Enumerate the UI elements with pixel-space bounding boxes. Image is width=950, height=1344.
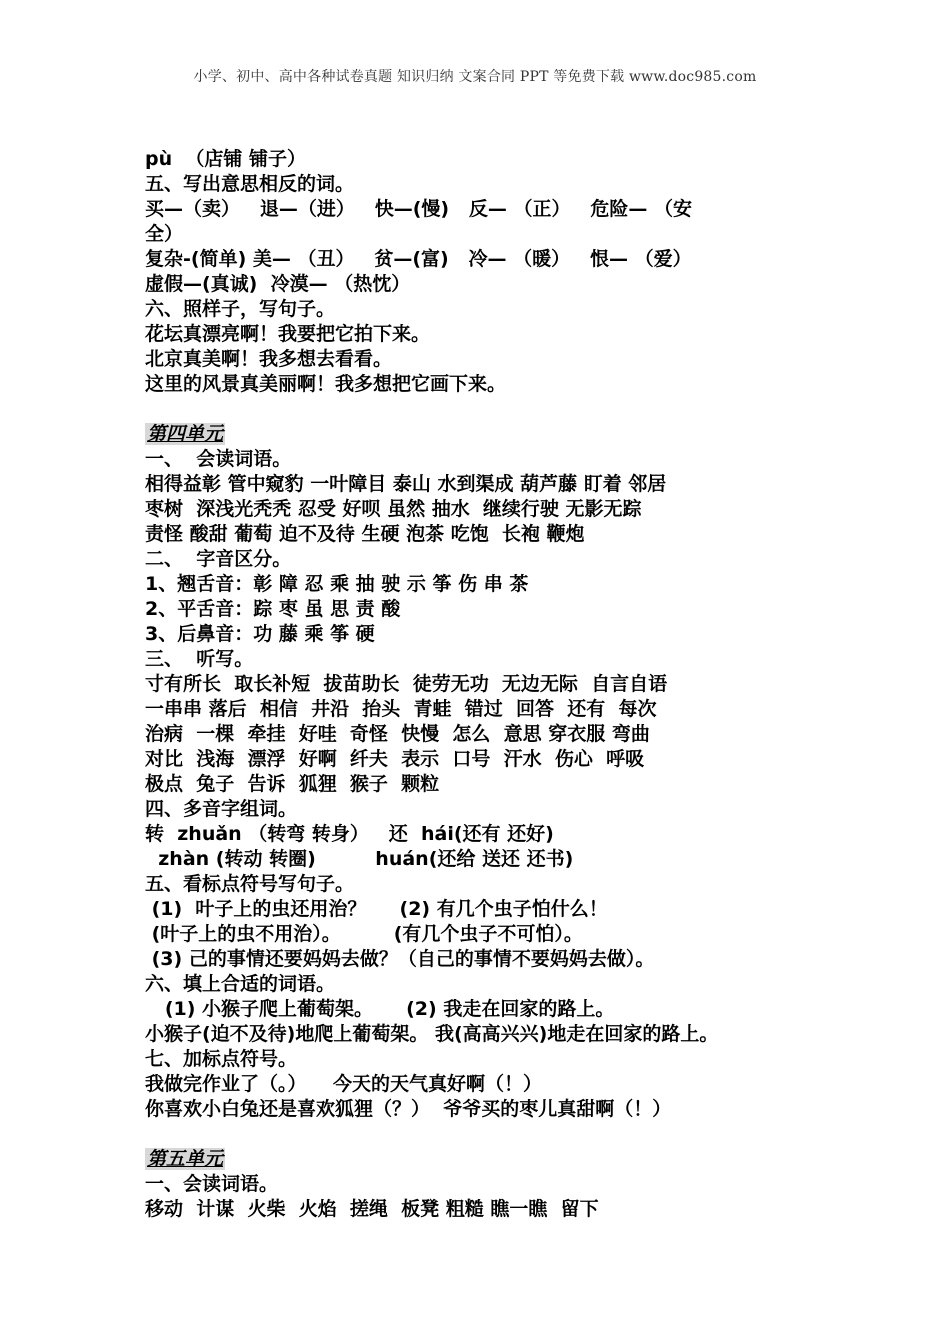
text-line: 小猴子(迫不及待)地爬上葡萄架。 我(高高兴兴)地走在回家的路上。 bbox=[145, 1023, 719, 1045]
blank-line bbox=[145, 1122, 835, 1147]
text-line: 四、多音字组词。 bbox=[145, 798, 298, 820]
text-line: 二、 字音区分。 bbox=[145, 548, 292, 570]
text-line: 3、后鼻音：功 藤 乘 筝 硬 bbox=[145, 623, 375, 645]
unit-heading-text: 第五单元 bbox=[147, 1148, 224, 1170]
unit-heading bbox=[145, 1147, 835, 1172]
text-line: 复杂-(简单) 美— （丑） 贫—(富) 冷— （暖） 恨— （爱） bbox=[145, 248, 692, 270]
text-line: 治病 一棵 牵挂 好哇 奇怪 快慢 怎么 意思 穿衣服 弯曲 bbox=[145, 723, 650, 745]
text-line: 五、看标点符号写句子。 bbox=[145, 873, 355, 895]
text-line: (1) 叶子上的虫还用治？ (2) 有几个虫子怕什么！ bbox=[145, 898, 608, 920]
text-line: 枣树 深浅光秃秃 忍受 好呗 虽然 抽水 继续行驶 无影无踪 bbox=[145, 498, 642, 520]
text-line: 花坛真漂亮啊！我要把它拍下来。 bbox=[145, 323, 431, 345]
unit-heading bbox=[145, 422, 835, 447]
text-line: 极点 兔子 告诉 狐狸 猴子 颗粒 bbox=[145, 773, 440, 795]
text-line: 寸有所长 取长补短 拔苗助长 徒劳无功 无边无际 自言自语 bbox=[145, 673, 668, 695]
document-body bbox=[145, 147, 835, 1222]
text-line: 2、平舌音：踪 枣 虽 思 责 酸 bbox=[145, 598, 401, 620]
text-line: 你喜欢小白兔还是喜欢狐狸（？） 爷爷买的枣儿真甜啊（！） bbox=[145, 1098, 672, 1120]
text-line: 这里的风景真美丽啊！我多想把它画下来。 bbox=[145, 373, 507, 395]
text-line: 我做完作业了（。） 今天的天气真好啊（！） bbox=[145, 1073, 542, 1095]
text-line: 对比 浅海 漂浮 好啊 纤夫 表示 口号 汗水 伤心 呼吸 bbox=[145, 748, 645, 770]
text-line: 全） bbox=[145, 223, 184, 245]
text-line: 一串串 落后 相信 井沿 抬头 青蛙 错过 回答 还有 每次 bbox=[145, 698, 657, 720]
text-line: (3) 己的事情还要妈妈去做？（自己的事情不要妈妈去做）。 bbox=[145, 948, 655, 970]
text-line: 1、翘舌音：彰 障 忍 乘 抽 驶 示 筝 伤 串 茶 bbox=[145, 573, 529, 595]
text-line: zhàn (转动 转圈) huán(还给 送还 还书) bbox=[145, 848, 574, 870]
text-line: 虚假—(真诚) 冷漠— （热忱） bbox=[145, 273, 411, 295]
text-line: 北京真美啊！我多想去看看。 bbox=[145, 348, 393, 370]
text-line: 六、照样子，写句子。 bbox=[145, 298, 336, 320]
text-line: 相得益彰 管中窥豹 一叶障目 泰山 水到渠成 葫芦藤 盯着 邻居 bbox=[145, 473, 667, 495]
text-line: 三、 听写。 bbox=[145, 648, 254, 670]
text-line: 一、会读词语。 bbox=[145, 1173, 279, 1195]
blank-line bbox=[145, 397, 835, 422]
page-header: 小学、初中、高中各种试卷真题 知识归纳 文案合同 PPT 等免费下载 www.doc985.com bbox=[193, 69, 757, 85]
text-line: 移动 计谋 火柴 火焰 搓绳 板凳 粗糙 瞧一瞧 留下 bbox=[145, 1198, 599, 1220]
text-line: 买—（卖） 退—（进） 快—(慢) 反— （正） 危险— （安 bbox=[145, 198, 692, 220]
text-line: 五、写出意思相反的词。 bbox=[145, 173, 355, 195]
text-line: 一、 会读词语。 bbox=[145, 448, 292, 470]
text-line: pù （店铺 铺子） bbox=[145, 148, 306, 170]
text-line: 责怪 酸甜 葡萄 迫不及待 生硬 泡茶 吃饱 长袍 鞭炮 bbox=[145, 523, 585, 545]
unit-heading-text: 第四单元 bbox=[147, 423, 224, 445]
text-line: 六、填上合适的词语。 bbox=[145, 973, 336, 995]
text-line: 转 zhuǎn （转弯 转身） 还 hái(还有 还好) bbox=[145, 823, 554, 845]
text-line: (1) 小猴子爬上葡萄架。 (2) 我走在回家的路上。 bbox=[145, 998, 615, 1020]
text-line: 七、加标点符号。 bbox=[145, 1048, 298, 1070]
text-line: (叶子上的虫不用治）。 (有几个虫子不可怕）。 bbox=[145, 923, 583, 945]
